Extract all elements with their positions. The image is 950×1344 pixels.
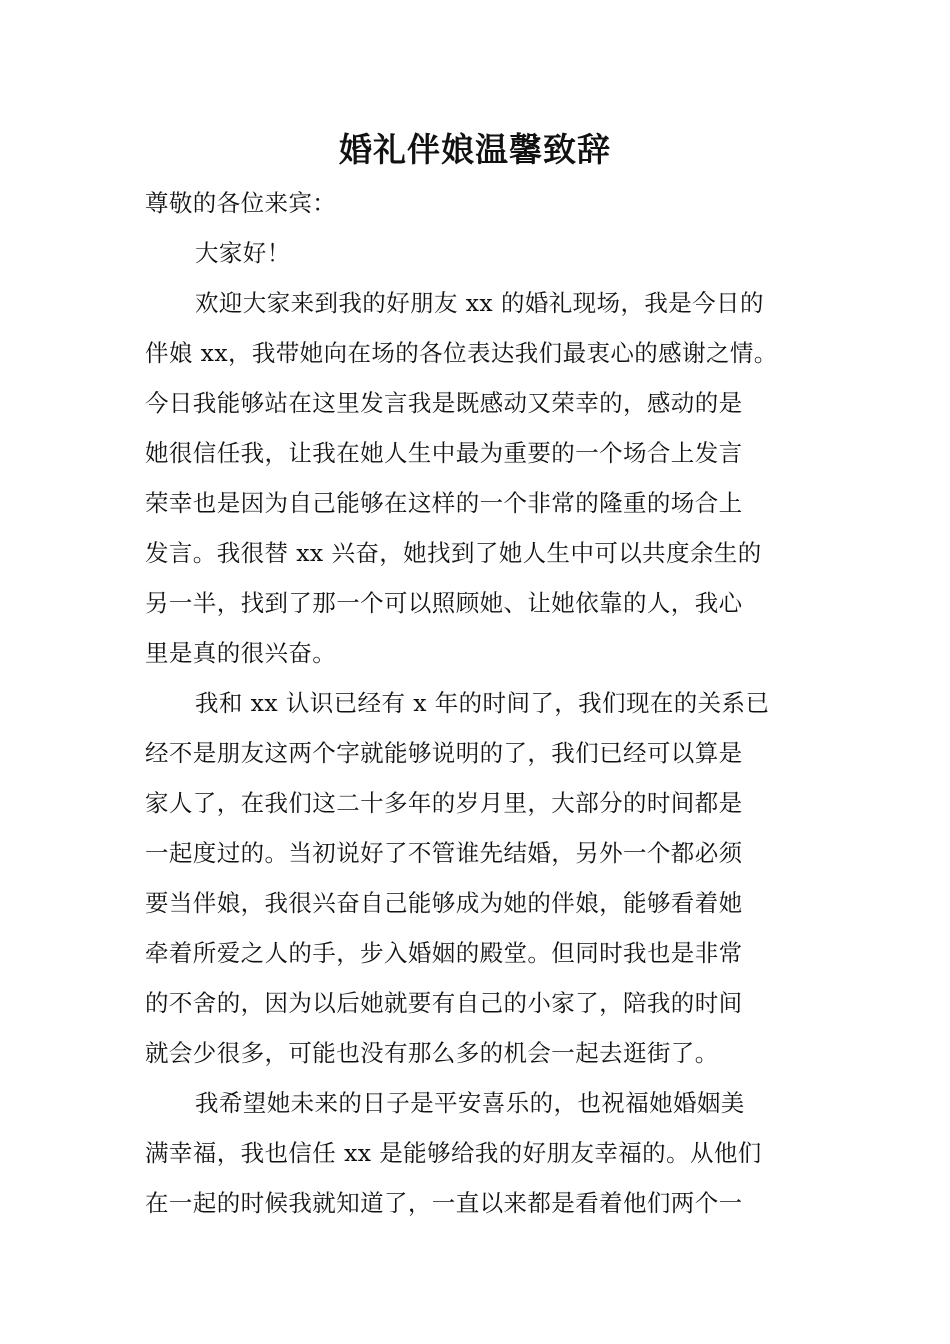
- text-line: 里是真的很兴奋。: [145, 639, 337, 667]
- text-line: 就会少很多，可能也没有那么多的机会一起去逛街了。: [145, 1039, 719, 1067]
- document-body: [145, 178, 815, 1228]
- text-line: 发言。我很替 xx 兴奋，她找到了她人生中可以共度余生的: [145, 539, 762, 567]
- text-line: 的不舍的，因为以后她就要有自己的小家了，陪我的时间: [145, 989, 743, 1017]
- text-line: 在一起的时候我就知道了，一直以来都是看着他们两个一: [145, 1189, 743, 1217]
- text-line: 满幸福，我也信任 xx 是能够给我的好朋友幸福的。从他们: [145, 1139, 762, 1167]
- text-line: 今日我能够站在这里发言我是既感动又荣幸的，感动的是: [145, 389, 743, 417]
- text-line: 她很信任我，让我在她人生中最为重要的一个场合上发言: [145, 439, 743, 467]
- text-line: 牵着所爱之人的手，步入婚姻的殿堂。但同时我也是非常: [145, 939, 743, 967]
- text-line: 荣幸也是因为自己能够在这样的一个非常的隆重的场合上: [145, 489, 743, 517]
- text-line: 我和 xx 认识已经有 x 年的时间了，我们现在的关系已: [195, 689, 770, 717]
- text-line: 大家好！: [195, 239, 291, 267]
- text-line: 一起度过的。当初说好了不管谁先结婚，另外一个都必须: [145, 839, 743, 867]
- text-line: 欢迎大家来到我的好朋友 xx 的婚礼现场，我是今日的: [195, 289, 764, 317]
- text-line: 要当伴娘，我很兴奋自己能够成为她的伴娘，能够看着她: [145, 889, 743, 917]
- text-line: 尊敬的各位来宾：: [145, 189, 337, 217]
- text-line: 伴娘 xx，我带她向在场的各位表达我们最衷心的感谢之情。: [145, 339, 778, 367]
- text-line: 另一半，找到了那一个可以照顾她、让她依靠的人，我心: [145, 589, 743, 617]
- document-title: 婚礼伴娘温馨致辞: [339, 130, 611, 169]
- text-line: 经不是朋友这两个字就能够说明的了，我们已经可以算是: [145, 739, 743, 767]
- text-line: 家人了，在我们这二十多年的岁月里，大部分的时间都是: [145, 789, 743, 817]
- text-line: 我希望她未来的日子是平安喜乐的，也祝福她婚姻美: [195, 1089, 745, 1117]
